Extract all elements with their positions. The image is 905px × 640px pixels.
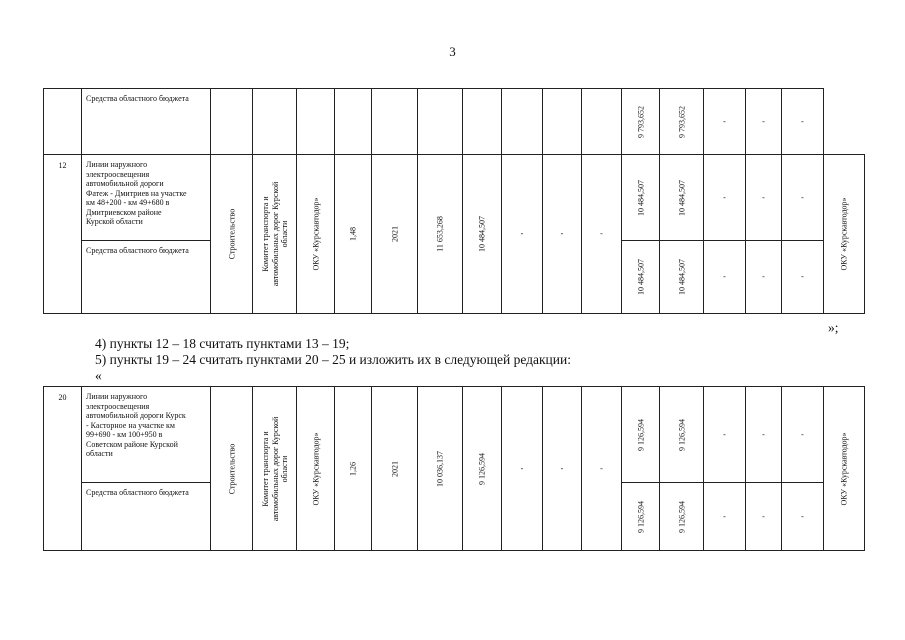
dash-cell: - bbox=[746, 155, 782, 241]
dash-cell: - bbox=[782, 483, 824, 551]
customer-line: Комитет транспорта и bbox=[260, 430, 270, 507]
table-row bbox=[44, 155, 865, 241]
dash-cell: - bbox=[704, 483, 746, 551]
volume: 9 126,594 bbox=[477, 452, 487, 485]
year-value: 10 484,507 bbox=[676, 179, 686, 216]
paragraph-item-5: 5) пункты 19 – 24 считать пунктами 20 – 25 и изложить их в следующей редакции: bbox=[95, 352, 571, 367]
item-number: 12 bbox=[44, 155, 82, 314]
bottom-table bbox=[43, 386, 865, 551]
item-name bbox=[82, 387, 211, 483]
dash-cell: - bbox=[502, 155, 543, 314]
total-value: 9 793,652 bbox=[635, 105, 645, 138]
customer-line: автомобильных дорог Курской bbox=[269, 181, 279, 287]
customer-line: Комитет транспорта и bbox=[260, 196, 270, 272]
total-value: 9 126,594 bbox=[635, 418, 645, 451]
item-name bbox=[82, 155, 211, 241]
operator: ОКУ «Курскавтодор» bbox=[839, 431, 849, 506]
estimated-cost: 10 036,137 bbox=[435, 450, 445, 487]
dash-cell: - bbox=[543, 155, 582, 314]
estimated-cost: 11 653,268 bbox=[435, 216, 445, 252]
name-line: - Касторное на участке км bbox=[86, 420, 175, 430]
executor: ОКУ «Курскавтодор» bbox=[310, 197, 320, 271]
name-line: электроосвещения bbox=[86, 401, 150, 411]
year: 2021 bbox=[389, 226, 399, 242]
dash-cell: - bbox=[746, 241, 782, 314]
dash-cell: - bbox=[543, 387, 582, 551]
name-line: области bbox=[86, 449, 113, 458]
dash-cell: - bbox=[782, 387, 824, 483]
customer-line: области bbox=[279, 455, 289, 482]
customer-line: области bbox=[279, 220, 289, 248]
dash-cell: - bbox=[502, 387, 543, 551]
name-line: Советском районе Курской bbox=[86, 439, 178, 449]
closing-quote-mark: »; bbox=[828, 320, 839, 335]
year-value-cell bbox=[660, 89, 704, 155]
total-value: 9 126,594 bbox=[635, 500, 645, 533]
volume: 10 484,507 bbox=[477, 216, 487, 252]
dash-cell: - bbox=[582, 387, 622, 551]
total-cell bbox=[622, 89, 660, 155]
total-value: 10 484,507 bbox=[635, 259, 645, 295]
name-line: Линии наружного bbox=[86, 392, 148, 401]
dash-cell: - bbox=[746, 89, 782, 155]
dash-cell: - bbox=[704, 89, 746, 155]
executor: ОКУ «Курскавтодор» bbox=[310, 431, 320, 506]
name-line: Дмитриевском районе bbox=[86, 207, 162, 217]
page-number: 3 bbox=[449, 44, 456, 59]
funding-source-cell: Средства областного бюджета bbox=[82, 89, 211, 155]
dash-cell: - bbox=[704, 387, 746, 483]
length: 1,48 bbox=[348, 227, 358, 241]
customer bbox=[260, 416, 289, 520]
name-line: автомобильной дороги bbox=[86, 179, 164, 188]
table-row bbox=[44, 387, 865, 483]
operator: ОКУ «Курскавтодор» bbox=[839, 197, 849, 271]
total-value: 10 484,507 bbox=[635, 179, 645, 216]
top-table bbox=[43, 88, 865, 314]
work-type: Строительство bbox=[226, 443, 236, 494]
dash-cell: - bbox=[782, 89, 824, 155]
dash-cell: - bbox=[582, 155, 622, 314]
table-row bbox=[44, 89, 865, 155]
customer bbox=[260, 182, 289, 286]
funding-source-cell: Средства областного бюджета bbox=[82, 483, 211, 551]
opening-quote-mark: « bbox=[95, 368, 102, 383]
year-value: 9 793,652 bbox=[676, 105, 686, 138]
name-line: Курской области bbox=[86, 217, 143, 226]
dash-cell: - bbox=[746, 483, 782, 551]
name-line: 99+690 - км 100+950 в bbox=[86, 430, 163, 439]
name-line: электроосвещения bbox=[86, 169, 150, 179]
name-line: Линии наружного bbox=[86, 160, 148, 169]
funding-source-cell: Средства областного бюджета bbox=[82, 241, 211, 314]
dash-cell: - bbox=[746, 387, 782, 483]
dash-cell: - bbox=[704, 241, 746, 314]
item-number: 20 bbox=[44, 387, 82, 551]
dash-cell: - bbox=[704, 155, 746, 241]
year-value: 9 126,594 bbox=[676, 500, 686, 533]
customer-line: автомобильных дорог Курской bbox=[269, 416, 279, 521]
paragraph-item-4: 4) пункты 12 – 18 считать пунктами 13 – 19; bbox=[95, 336, 350, 351]
name-line: автомобильной дороги Курск bbox=[86, 411, 186, 420]
name-line: км 48+200 - км 49+680 в bbox=[86, 198, 170, 207]
year-value: 9 126,594 bbox=[676, 418, 686, 451]
name-line: Фатеж - Дмитриев на участке bbox=[86, 188, 187, 198]
length: 1,26 bbox=[348, 461, 358, 476]
year-value: 10 484,507 bbox=[676, 259, 686, 295]
dash-cell: - bbox=[782, 155, 824, 241]
dash-cell: - bbox=[782, 241, 824, 314]
work-type: Строительство bbox=[226, 208, 236, 260]
year: 2021 bbox=[389, 460, 399, 477]
